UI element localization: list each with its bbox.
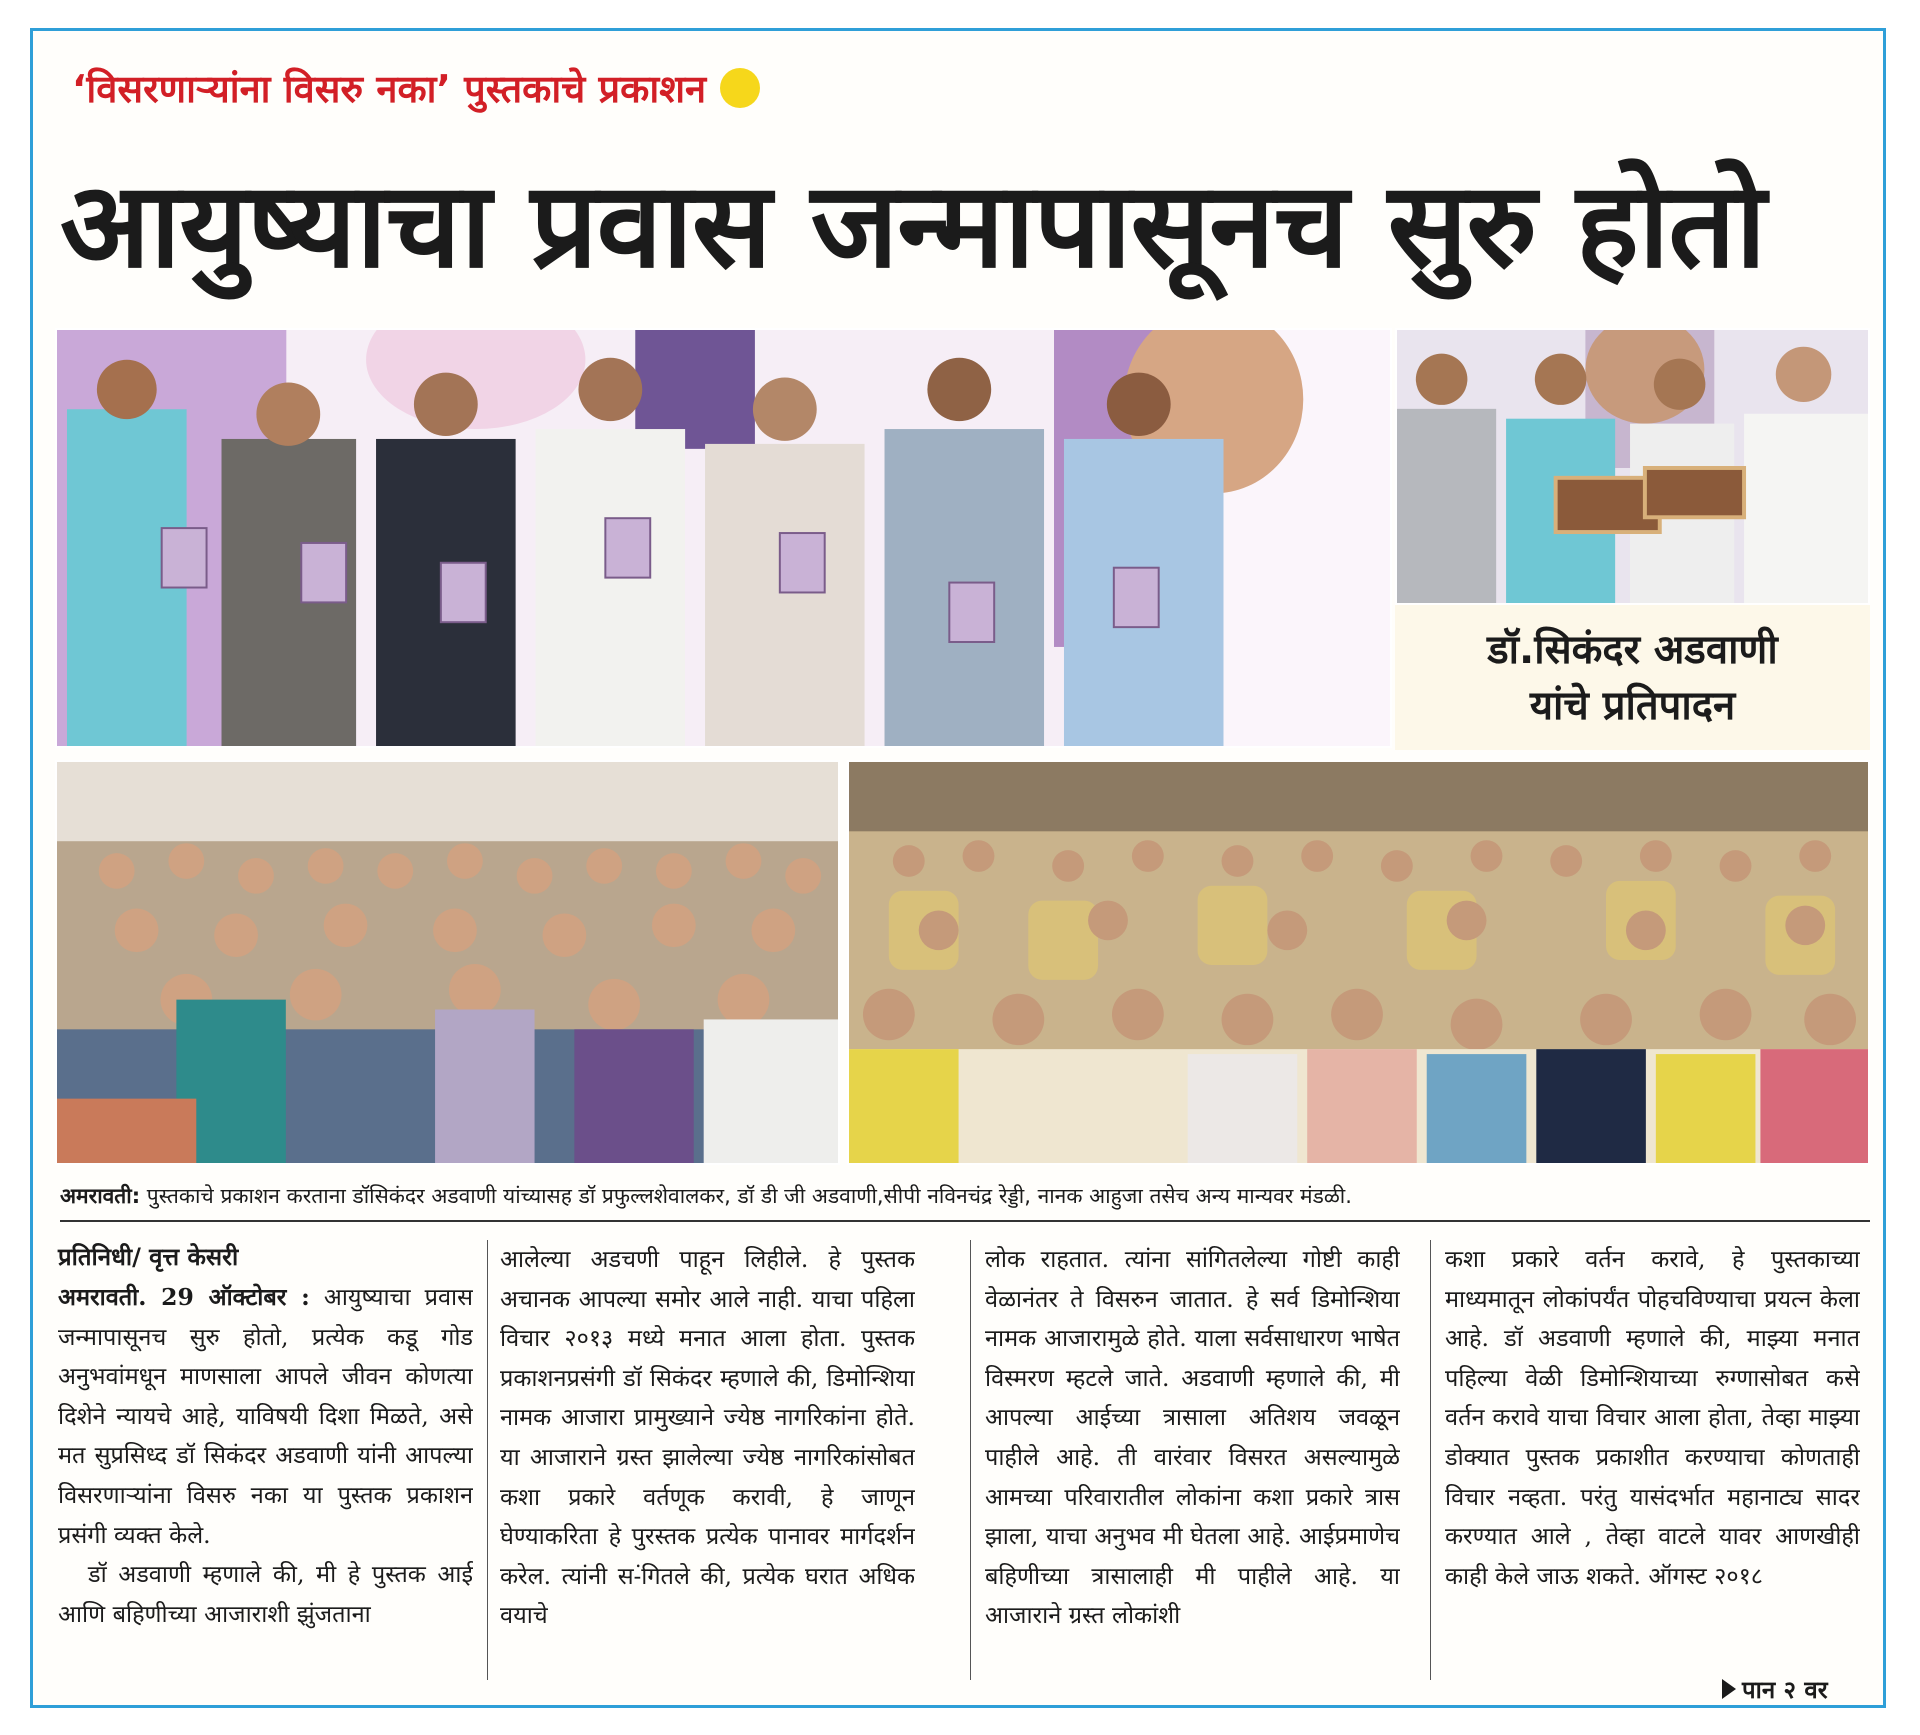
article-column-4 (1445, 1240, 1860, 1670)
column-divider (487, 1240, 488, 1680)
kicker-text: ‘विसरणाऱ्यांना विसरु नका’ पुस्तकाचे प्रकाशन (72, 67, 707, 111)
headline: आयुष्याचा प्रवास जन्मापासूनच सुरु होतो (60, 156, 1766, 294)
arrow-right-icon (1722, 1679, 1736, 1699)
article-column-2-text: आलेल्या अडचणी पाहून लिहीले. हे पुस्तक अचानक आपल्या समोर आले नाही. याचा पहिला विचार २०१३ मध्ये मनात आला होता. पुस्तक प्रकाशनप्रसंगी डॉ सिकंदर म्हणाले की, डिमोन्शिया नामक आजारा प्रामुख्याने ज्येष्ठ नागरिकांना होते. या आजाराने ग्रस्त झालेल्या ज्येष्ठ नागरिकांसोबत कशा प्रकारे वर्तणूक करावी, हे जाणून घेण्याकरिता हे पुरस्तक प्रत्येक पानावर मार्गदर्शन करेल. त्यांनी स-ंगितले की, प्रत्येक घरात अधिक वयाचे (500, 1245, 915, 1630)
side-caption-line1: डॉ.सिकंदर अडवाणी (1487, 626, 1778, 673)
side-caption-line2: यांचे प्रतिपादन (1529, 682, 1736, 729)
continued-marker (1722, 1674, 1828, 1704)
photo-caption-text: पुस्तकाचे प्रकाशन करताना डॉसिकंदर अडवाणी यांच्यासह डॉ प्रफुल्लशेवालकर, डॉ डी जी अडवाणी,सीपी नविनचंद्र रेड्डी, नानक आहुजा तसेच अन्य मान्यवर मंडळी. (140, 1184, 1352, 1208)
photo-audience-right (847, 760, 1870, 1165)
photo-felicitation (1395, 328, 1870, 605)
byline: प्रतिनिधी/ वृत्त केसरी (58, 1243, 239, 1271)
yellow-dot-icon (720, 68, 760, 108)
article-column-1 (58, 1278, 473, 1678)
article-para-2: डॉ अडवाणी म्हणाले की, मी हे पुस्तक आई आणि बहिणीच्या आजाराशी झुंजताना (58, 1560, 473, 1628)
article-column-3-text: लोक राहतात. त्यांना सांगितलेल्या गोष्टी काही वेळानंतर ते विसरुन जातात. हे सर्व डिमोन्शिया नामक आजारामुळे होते. याला सर्वसाधारण भाषेत विस्मरण म्हटले जाते. अडवाणी म्हणाले की, मी आपल्या आईच्या त्रासाला अतिशय जवळून पाहीले आहे. ती वारंवार विसरत असल्यामुळे आमच्या परिवारातील लोकांना कशा प्रकारे त्रास झाला, याचा अनुभव मी घेतला आहे. आईप्रमाणेच बहिणीच्या त्रासालाही मी पाहीले आहे. या आजाराने ग्रस्त लोकांशी (985, 1245, 1400, 1630)
column-divider (1430, 1240, 1431, 1680)
photo-caption (60, 1172, 1870, 1222)
article-column-4-text: कशा प्रकारे वर्तन करावे, हे पुस्तकाच्या माध्यमातून लोकांपर्यंत पोहचविण्याचा प्रयत्न केला आहे. डॉ अडवाणी म्हणाले की, माझ्या मनात पहिल्या वेळी डिमोन्शियाच्या रुग्णासोबत कसे वर्तन करावे याचा विचार आला होता, तेव्हा माझ्या डोक्यात पुस्तक प्रकाशीत करण्याचा कोणताही विचार नव्हता. परंतु यासंदर्भात महानाट्य सादर करण्यात आले , तेव्हा वाटले यावर आणखीही काही केले जाऊ शकते. ऑगस्ट २०१८ (1445, 1245, 1860, 1590)
photo-caption-place: अमरावती: (60, 1184, 141, 1208)
photo-audience-left (55, 760, 840, 1165)
article-intro: आयुष्याचा प्रवास जन्मापासूनच सुरु होतो, प्रत्येक कडू गोड अनुभवांमधून माणसाला आपले जीवन कोणत्या दिशेने न्यायचे आहे, याविषयी दिशा मिळते, असे मत सुप्रसिध्द डॉ सिकंदर अडवाणी यांनी आपल्या विसरणाऱ्यांना विसरु नका या पुस्तक प्रकाशन प्रसंगी व्यक्त केले. (58, 1283, 473, 1549)
article-column-3 (985, 1240, 1400, 1680)
kicker (72, 58, 760, 118)
continued-text: पान २ वर (1742, 1675, 1828, 1704)
side-caption-box (1395, 605, 1870, 750)
article-column-2 (500, 1240, 915, 1680)
dateline: अमरावती. 29 ऑक्टोबर : (58, 1283, 310, 1311)
photo-book-launch-stage (55, 328, 1392, 748)
column-divider (970, 1240, 971, 1680)
